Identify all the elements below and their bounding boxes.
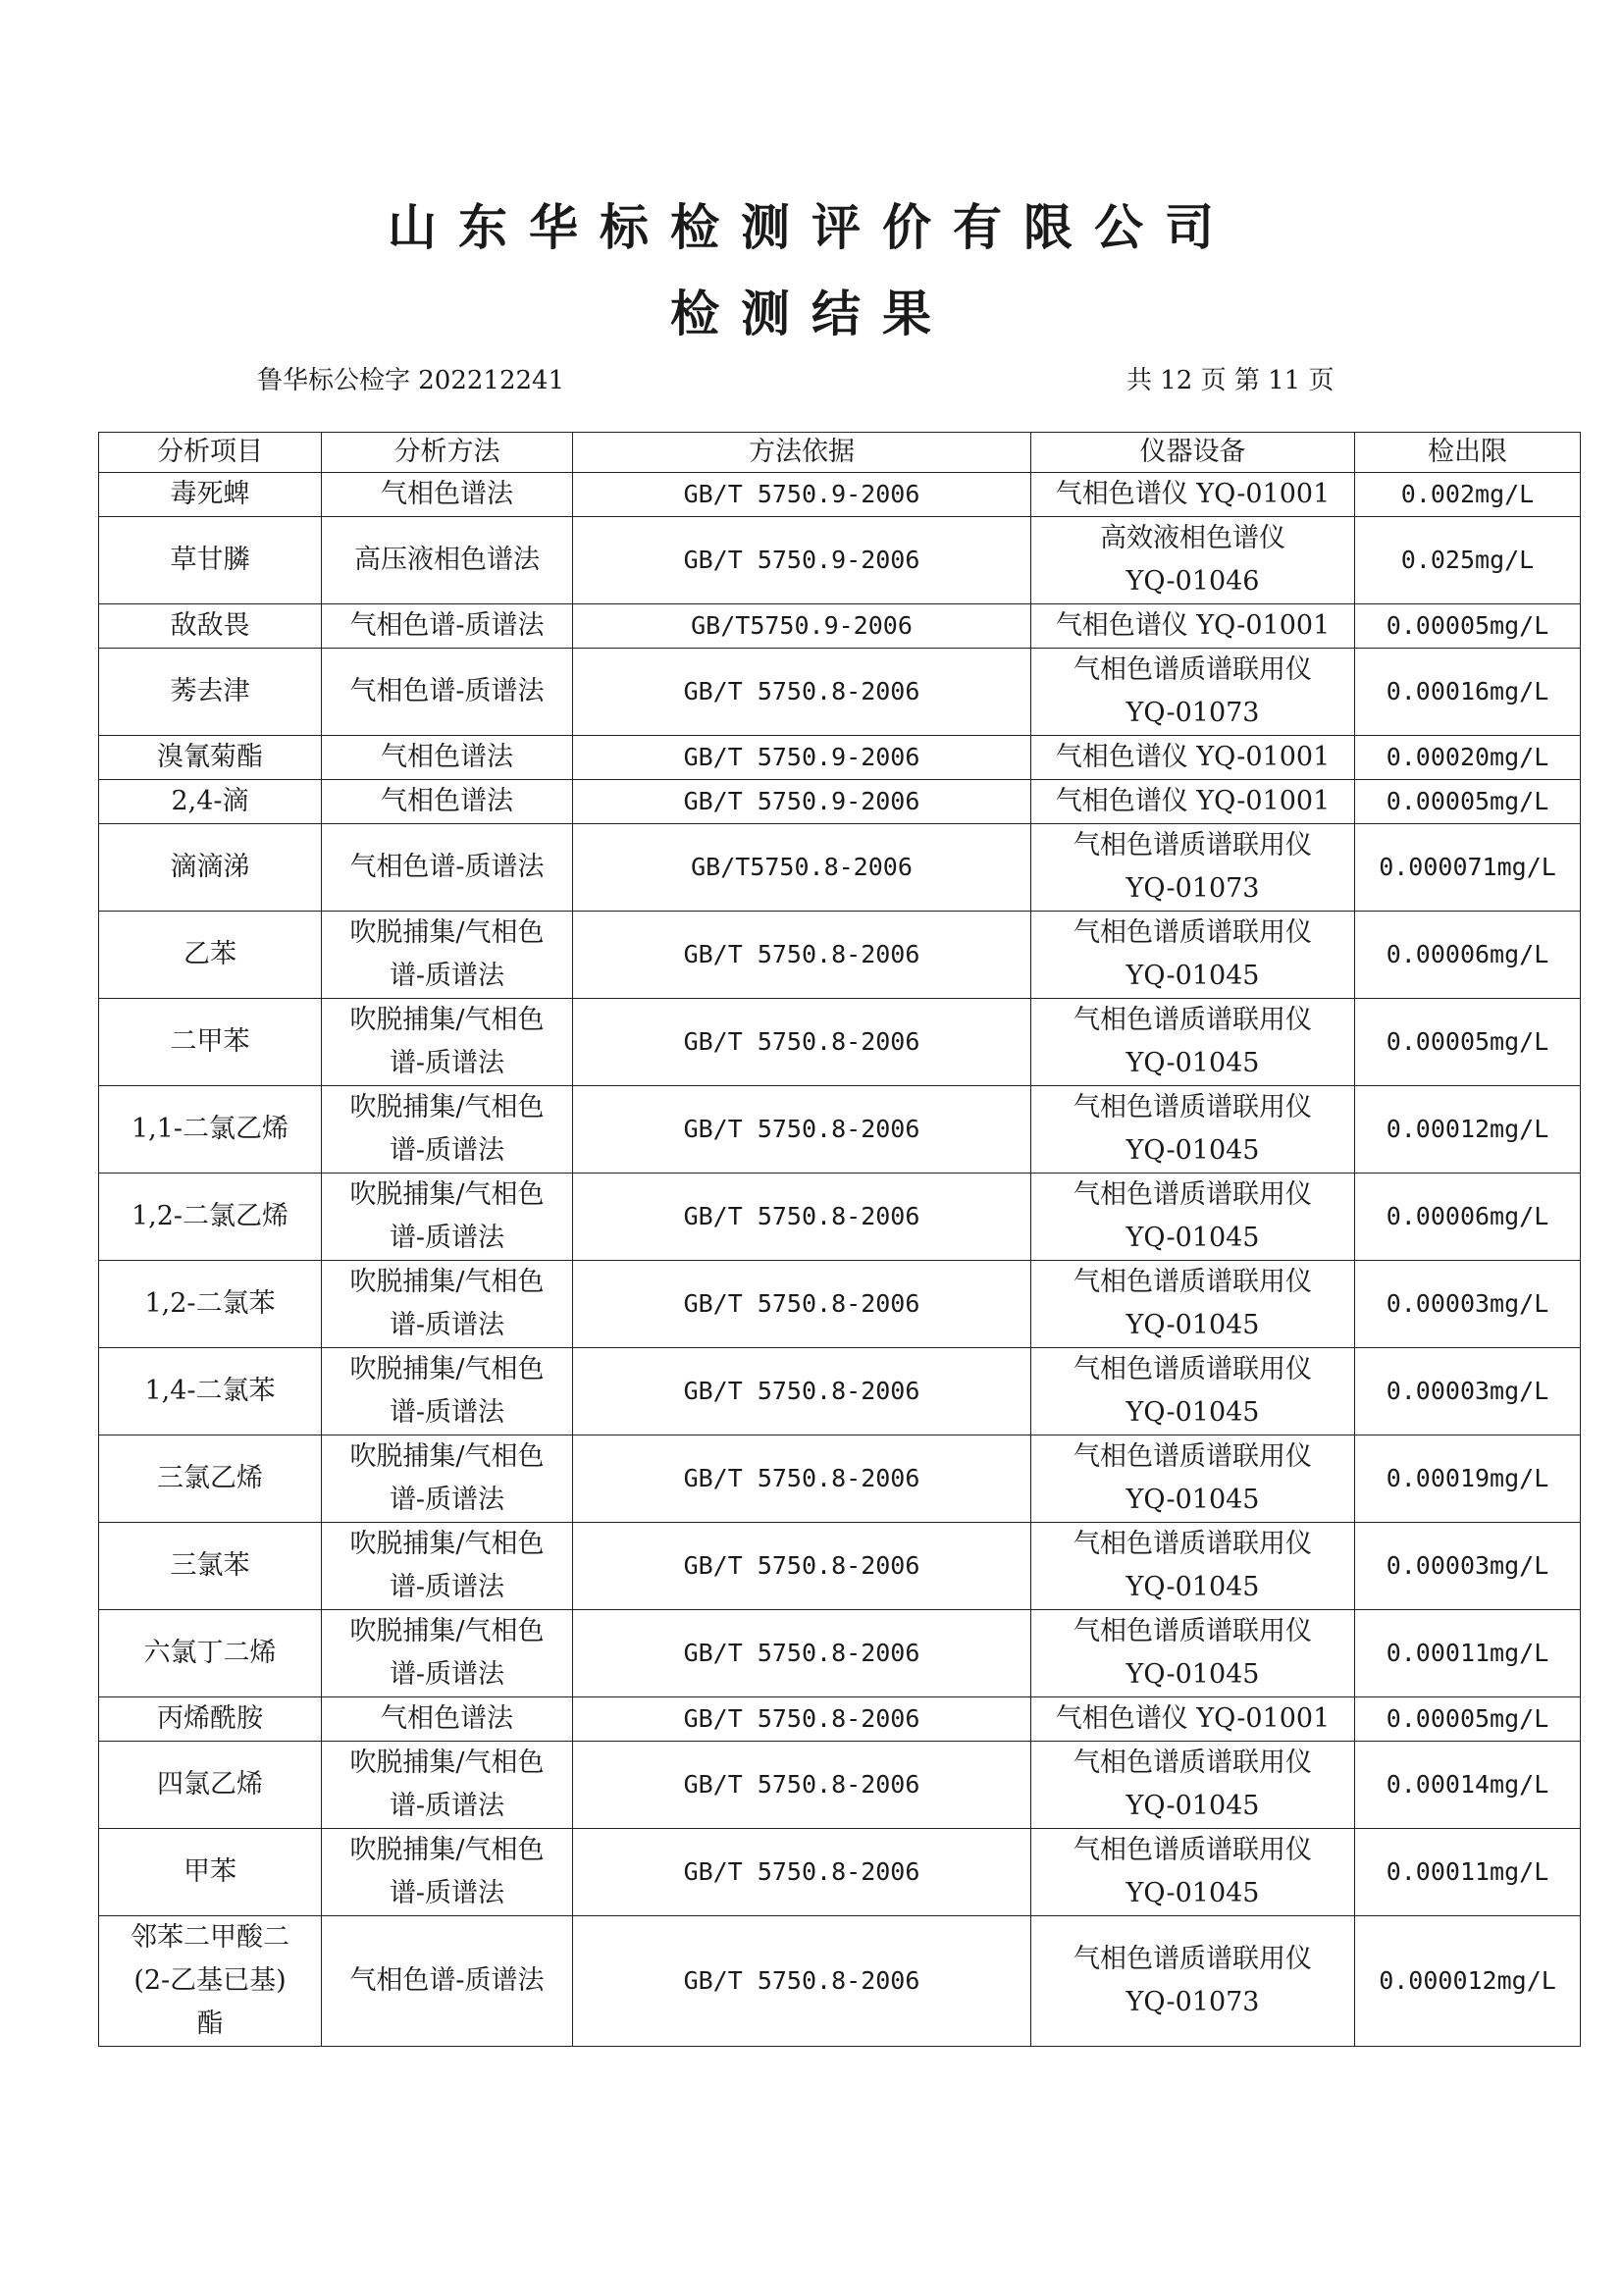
detection-limit-cell: 0.00019mg/L	[1355, 1435, 1581, 1523]
table-row	[99, 912, 1581, 999]
analysis-method-cell: 吹脱捕集/气相色 谱-质谱法	[322, 1435, 573, 1523]
method-standard-cell: GB/T 5750.9-2006	[573, 736, 1031, 780]
table-row	[99, 736, 1581, 780]
detection-limit-cell: 0.000012mg/L	[1355, 1916, 1581, 2047]
analysis-method-cell: 气相色谱-质谱法	[322, 824, 573, 912]
analysis-item-cell: 滴滴涕	[99, 824, 322, 912]
analysis-item-cell: 三氯苯	[99, 1523, 322, 1610]
analysis-item-cell: 丙烯酰胺	[99, 1697, 322, 1742]
detection-limit-cell: 0.00012mg/L	[1355, 1086, 1581, 1174]
instrument-cell: 气相色谱质谱联用仪 YQ-01073	[1031, 824, 1355, 912]
table-row	[99, 1348, 1581, 1435]
analysis-item-cell: 三氯乙烯	[99, 1435, 322, 1523]
method-standard-cell: GB/T 5750.8-2006	[573, 649, 1031, 736]
analysis-item-cell: 乙苯	[99, 912, 322, 999]
detection-limit-cell: 0.00003mg/L	[1355, 1523, 1581, 1610]
method-standard-cell: GB/T 5750.9-2006	[573, 473, 1031, 517]
method-standard-cell: GB/T 5750.8-2006	[573, 1523, 1031, 1610]
method-standard-cell: GB/T 5750.8-2006	[573, 1261, 1031, 1348]
detection-limit-cell: 0.002mg/L	[1355, 473, 1581, 517]
instrument-cell: 气相色谱质谱联用仪 YQ-01045	[1031, 1435, 1355, 1523]
table-row	[99, 1829, 1581, 1916]
detection-limit-cell: 0.00020mg/L	[1355, 736, 1581, 780]
method-standard-cell: GB/T 5750.9-2006	[573, 780, 1031, 824]
analysis-item-cell: 二甲苯	[99, 999, 322, 1086]
instrument-cell: 气相色谱质谱联用仪 YQ-01045	[1031, 1523, 1355, 1610]
analysis-method-cell: 吹脱捕集/气相色 谱-质谱法	[322, 1348, 573, 1435]
instrument-cell: 气相色谱仪 YQ-01001	[1031, 604, 1355, 649]
instrument-cell: 气相色谱质谱联用仪 YQ-01045	[1031, 1829, 1355, 1916]
instrument-cell: 气相色谱质谱联用仪 YQ-01045	[1031, 1348, 1355, 1435]
instrument-cell: 气相色谱质谱联用仪 YQ-01045	[1031, 1261, 1355, 1348]
analysis-method-cell: 吹脱捕集/气相色 谱-质谱法	[322, 1086, 573, 1174]
analysis-method-cell: 气相色谱法	[322, 736, 573, 780]
detection-limit-cell: 0.00014mg/L	[1355, 1742, 1581, 1829]
instrument-cell: 气相色谱质谱联用仪 YQ-01073	[1031, 1916, 1355, 2047]
analysis-method-cell: 吹脱捕集/气相色 谱-质谱法	[322, 999, 573, 1086]
table-row	[99, 1610, 1581, 1697]
detection-limit-cell: 0.00006mg/L	[1355, 1174, 1581, 1261]
analysis-method-cell: 气相色谱法	[322, 473, 573, 517]
detection-limit-cell: 0.00016mg/L	[1355, 649, 1581, 736]
analysis-method-cell: 吹脱捕集/气相色 谱-质谱法	[322, 1523, 573, 1610]
method-standard-cell: GB/T5750.8-2006	[573, 824, 1031, 912]
table-row	[99, 517, 1581, 604]
method-standard-cell: GB/T 5750.8-2006	[573, 999, 1031, 1086]
company-name: 山东华标检测评价有限公司	[388, 199, 1235, 256]
analysis-method-cell: 高压液相色谱法	[322, 517, 573, 604]
detection-limit-cell: 0.00011mg/L	[1355, 1829, 1581, 1916]
column-header-standard: 方法依据	[573, 433, 1031, 473]
analysis-method-cell: 气相色谱-质谱法	[322, 1916, 573, 2047]
table-row	[99, 649, 1581, 736]
detection-limit-cell: 0.025mg/L	[1355, 517, 1581, 604]
column-header-limit: 检出限	[1355, 433, 1581, 473]
instrument-cell: 气相色谱质谱联用仪 YQ-01045	[1031, 1742, 1355, 1829]
analysis-item-cell: 甲苯	[99, 1829, 322, 1916]
document-title: 检测结果	[670, 286, 953, 342]
method-standard-cell: GB/T 5750.8-2006	[573, 1174, 1031, 1261]
analysis-item-cell: 敌敌畏	[99, 604, 322, 649]
table-row	[99, 1697, 1581, 1742]
column-header-method: 分析方法	[322, 433, 573, 473]
instrument-cell: 气相色谱质谱联用仪 YQ-01045	[1031, 1086, 1355, 1174]
table-body	[99, 473, 1581, 2047]
instrument-cell: 高效液相色谱仪 YQ-01046	[1031, 517, 1355, 604]
analysis-item-cell: 莠去津	[99, 649, 322, 736]
analysis-item-cell: 溴氰菊酯	[99, 736, 322, 780]
detection-limit-cell: 0.000071mg/L	[1355, 824, 1581, 912]
analysis-item-cell: 1,2-二氯乙烯	[99, 1174, 322, 1261]
method-standard-cell: GB/T 5750.8-2006	[573, 912, 1031, 999]
results-table	[98, 432, 1581, 2047]
detection-limit-cell: 0.00003mg/L	[1355, 1261, 1581, 1348]
analysis-item-cell: 四氯乙烯	[99, 1742, 322, 1829]
analysis-item-cell: 1,4-二氯苯	[99, 1348, 322, 1435]
detection-limit-cell: 0.00005mg/L	[1355, 999, 1581, 1086]
table-row	[99, 1261, 1581, 1348]
detection-limit-cell: 0.00011mg/L	[1355, 1610, 1581, 1697]
analysis-method-cell: 气相色谱法	[322, 780, 573, 824]
table-row	[99, 1086, 1581, 1174]
detection-limit-cell: 0.00005mg/L	[1355, 604, 1581, 649]
table-row	[99, 1742, 1581, 1829]
analysis-method-cell: 吹脱捕集/气相色 谱-质谱法	[322, 1174, 573, 1261]
method-standard-cell: GB/T 5750.8-2006	[573, 1348, 1031, 1435]
detection-limit-cell: 0.00005mg/L	[1355, 1697, 1581, 1742]
method-standard-cell: GB/T 5750.8-2006	[573, 1610, 1031, 1697]
detection-limit-cell: 0.00003mg/L	[1355, 1348, 1581, 1435]
instrument-cell: 气相色谱质谱联用仪 YQ-01045	[1031, 999, 1355, 1086]
method-standard-cell: GB/T5750.9-2006	[573, 604, 1031, 649]
detection-limit-cell: 0.00005mg/L	[1355, 780, 1581, 824]
method-standard-cell: GB/T 5750.8-2006	[573, 1697, 1031, 1742]
method-standard-cell: GB/T 5750.9-2006	[573, 517, 1031, 604]
analysis-method-cell: 气相色谱-质谱法	[322, 649, 573, 736]
table-header-row	[99, 433, 1581, 473]
analysis-method-cell: 吹脱捕集/气相色 谱-质谱法	[322, 1261, 573, 1348]
table-row	[99, 780, 1581, 824]
analysis-method-cell: 吹脱捕集/气相色 谱-质谱法	[322, 1742, 573, 1829]
report-number: 鲁华标公检字 202212241	[257, 366, 565, 395]
table-row	[99, 1435, 1581, 1523]
analysis-item-cell: 1,2-二氯苯	[99, 1261, 322, 1348]
method-standard-cell: GB/T 5750.8-2006	[573, 1829, 1031, 1916]
detection-limit-cell: 0.00006mg/L	[1355, 912, 1581, 999]
analysis-item-cell: 2,4-滴	[99, 780, 322, 824]
analysis-method-cell: 吹脱捕集/气相色 谱-质谱法	[322, 1610, 573, 1697]
instrument-cell: 气相色谱仪 YQ-01001	[1031, 473, 1355, 517]
analysis-item-cell: 邻苯二甲酸二 (2-乙基已基) 酯	[99, 1916, 322, 2047]
method-standard-cell: GB/T 5750.8-2006	[573, 1086, 1031, 1174]
table-row	[99, 824, 1581, 912]
method-standard-cell: GB/T 5750.8-2006	[573, 1742, 1031, 1829]
table-row	[99, 1523, 1581, 1610]
column-header-instrument: 仪器设备	[1031, 433, 1355, 473]
method-standard-cell: GB/T 5750.8-2006	[573, 1435, 1031, 1523]
instrument-cell: 气相色谱质谱联用仪 YQ-01073	[1031, 649, 1355, 736]
column-header-item: 分析项目	[99, 433, 322, 473]
analysis-item-cell: 1,1-二氯乙烯	[99, 1086, 322, 1174]
analysis-method-cell: 吹脱捕集/气相色 谱-质谱法	[322, 1829, 573, 1916]
table-row	[99, 1174, 1581, 1261]
table-row	[99, 1916, 1581, 2047]
instrument-cell: 气相色谱质谱联用仪 YQ-01045	[1031, 1174, 1355, 1261]
instrument-cell: 气相色谱质谱联用仪 YQ-01045	[1031, 912, 1355, 999]
analysis-item-cell: 毒死蜱	[99, 473, 322, 517]
instrument-cell: 气相色谱仪 YQ-01001	[1031, 736, 1355, 780]
analysis-method-cell: 气相色谱-质谱法	[322, 604, 573, 649]
table-row	[99, 999, 1581, 1086]
analysis-method-cell: 气相色谱法	[322, 1697, 573, 1742]
instrument-cell: 气相色谱仪 YQ-01001	[1031, 780, 1355, 824]
instrument-cell: 气相色谱仪 YQ-01001	[1031, 1697, 1355, 1742]
analysis-item-cell: 六氯丁二烯	[99, 1610, 322, 1697]
page-indicator: 共 12 页 第 11 页	[1126, 366, 1335, 395]
instrument-cell: 气相色谱质谱联用仪 YQ-01045	[1031, 1610, 1355, 1697]
analysis-item-cell: 草甘膦	[99, 517, 322, 604]
analysis-method-cell: 吹脱捕集/气相色 谱-质谱法	[322, 912, 573, 999]
table-row	[99, 604, 1581, 649]
method-standard-cell: GB/T 5750.8-2006	[573, 1916, 1031, 2047]
table-row	[99, 473, 1581, 517]
